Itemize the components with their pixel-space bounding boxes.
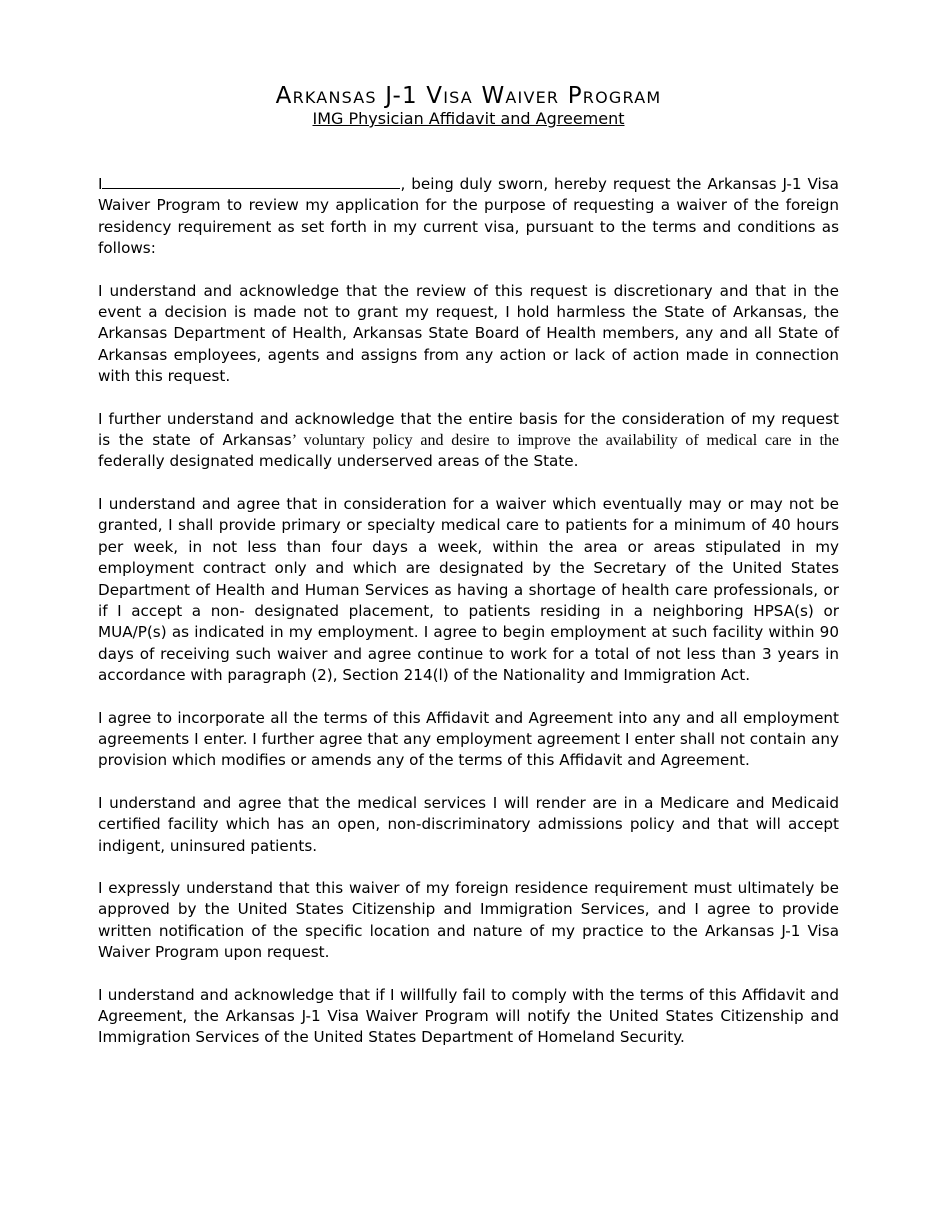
- document-title: Arkansas J-1 Visa Waiver Program: [275, 83, 662, 109]
- paragraph-noncompliance: I understand and acknowledge that if I willfully fail to comply with the terms of this Affidavit and Agreement, the Arkansas J-1 Visa Waiver Program will notify the United States Citizenship and Immigration Services of the United States Department of Homeland Security.: [98, 985, 839, 1047]
- paragraph-approval: I expressly understand that this waiver of my foreign residence requirement must ultimately be approved by the United States Citizenship and Immigration Services, and I agree to provide written notification of the specific location and nature of my practice to the Arkansas J-1 Visa Waiver Program upon request.: [98, 878, 839, 962]
- paragraph-hold-harmless: I understand and acknowledge that the review of this request is discretionary and that in the event a decision is made not to grant my request, I hold harmless the State of Arkansas, the Arkansas Department of Health, Arkansas State Board of Health members, any and all State of Arkansas employees, agents and assigns from any action or lack of action made in connection with this request.: [98, 281, 839, 386]
- document-body: [98, 173, 839, 1070]
- document-subtitle: IMG Physician Affidavit and Agreement: [312, 109, 625, 128]
- paragraph-basis-part-2: ’ voluntary policy and desire to improve the availability of medical care in the: [291, 432, 839, 450]
- paragraph-basis: [98, 409, 839, 473]
- paragraph-request: [98, 173, 839, 260]
- paragraph-request-prefix: I: [98, 175, 103, 193]
- paragraph-employment-agreements: I agree to incorporate all the terms of this Affidavit and Agreement into any and all employment agreements I enter. I further agree that any employment agreement I enter shall not contain any provision which modifies or amends any of the terms of this Affidavit and Agreement.: [98, 708, 839, 770]
- paragraph-basis-part-3: federally designated medically underserved areas of the State.: [98, 452, 579, 471]
- paragraph-service-obligation: I understand and agree that in consideration for a waiver which eventually may or may not be granted, I shall provide primary or specialty medical care to patients for a minimum of 40 hours per week, in not less than four days a week, within the area or areas stipulated in my employment contract only and which are designated by the Secretary of the United States Department of Health and Human Services as having a shortage of health care professionals, or if I accept a non- designated placement, to patients residing in a neighboring HPSA(s) or MUA/P(s) as indicated in my employment. I agree to begin employment at such facility within 90 days of receiving such waiver and agree continue to work for a total of not less than 3 years in accordance with paragraph (2), Section 214(l) of the Nationality and Immigration Act.: [98, 494, 839, 685]
- paragraph-medical-services: I understand and agree that the medical services I will render are in a Medicare and Medicaid certified facility which has an open, non-discriminatory admissions policy and that will accept indigent, uninsured patients.: [98, 793, 839, 855]
- paragraph-request-text: , being duly sworn, hereby request the Arkansas J-1 Visa Waiver Program to review my application for the purpose of requesting a waiver of the foreign residency requirement as set forth in my current visa, pursuant to the terms and conditions as follows:: [98, 175, 839, 258]
- applicant-name-blank[interactable]: [102, 173, 400, 189]
- paragraph-basis-part-1: I further understand and acknowledge that the entire basis for the consideration of my request is the state of Arkansas: [98, 409, 839, 450]
